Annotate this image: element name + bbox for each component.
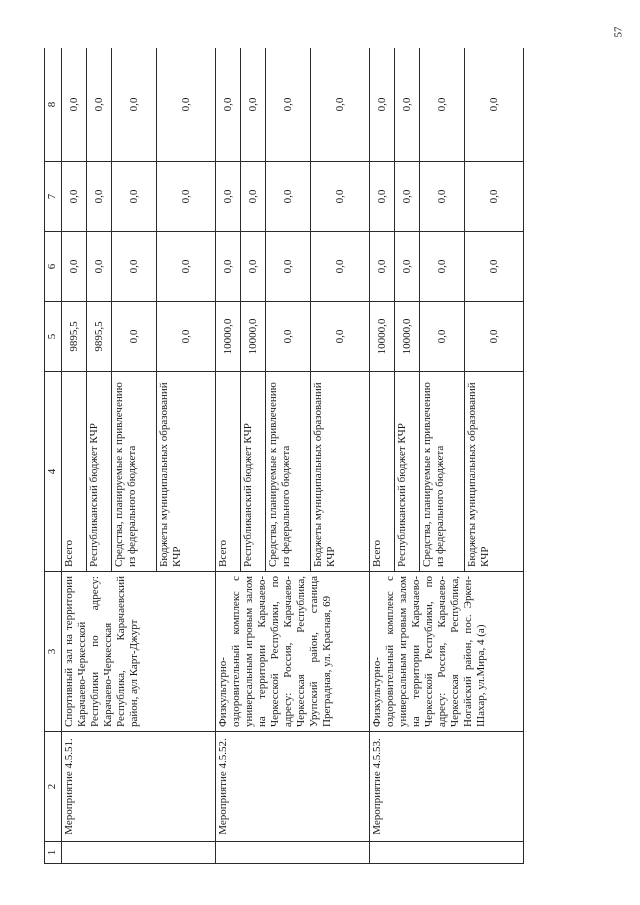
value-col5: 10000,0 [216,302,241,372]
header-cell-1: 1 [45,842,62,864]
value-col7: 0,0 [395,162,420,232]
value-col7: 0,0 [465,162,524,232]
value-col8: 0,0 [395,48,420,162]
funding-source: Средства, планируемые к привлечению из федерального бюджета [420,372,465,572]
value-col8: 0,0 [370,48,395,162]
value-col8: 0,0 [62,48,87,162]
header-cell-6: 6 [45,232,62,302]
value-col5: 0,0 [420,302,465,372]
value-col6: 0,0 [62,232,87,302]
funding-source: Средства, планируемые к привлечению из федерального бюджета [266,372,311,572]
value-col5: 9895,5 [62,302,87,372]
value-col6: 0,0 [112,232,157,302]
funding-source: Всего [216,372,241,572]
rotated-page [44,48,612,864]
header-cell-3: 3 [45,572,62,732]
value-col6: 0,0 [370,232,395,302]
funding-source: Средства, планируемые к привлечению из федерального бюджета [112,372,157,572]
value-col7: 0,0 [420,162,465,232]
value-col6: 0,0 [465,232,524,302]
page-number: 57 [612,26,625,38]
rotated-content [44,48,612,864]
value-col6: 0,0 [420,232,465,302]
funding-source: Республиканский бюджет КЧР [87,372,112,572]
header-cell-5: 5 [45,302,62,372]
header-cell-4: 4 [45,372,62,572]
funding-source: Бюджеты муниципальных образований КЧР [311,372,370,572]
row-number-cell [62,842,216,864]
funding-source: Республиканский бюджет КЧР [241,372,266,572]
value-col6: 0,0 [241,232,266,302]
measure-code: Мероприятие 4.5.53. [370,732,524,842]
value-col7: 0,0 [370,162,395,232]
value-col6: 0,0 [157,232,216,302]
value-col7: 0,0 [87,162,112,232]
value-col5: 10000,0 [241,302,266,372]
value-col6: 0,0 [266,232,311,302]
table-row [370,48,395,864]
row-number-cell [216,842,370,864]
measure-code: Мероприятие 4.5.51. [62,732,216,842]
value-col7: 0,0 [157,162,216,232]
header-cell-8: 8 [45,48,62,162]
value-col8: 0,0 [241,48,266,162]
value-col8: 0,0 [112,48,157,162]
measure-description: Спортивный зал на территории Карачаево-Черкесской Республики по адресу: Карачаево-Черкесская Республика, Карачаевский район, аул Карт-Джурт [62,572,216,732]
measure-code: Мероприятие 4.5.52. [216,732,370,842]
funding-source: Бюджеты муниципальных образований КЧР [465,372,524,572]
value-col8: 0,0 [465,48,524,162]
value-col5: 0,0 [465,302,524,372]
row-number-cell [370,842,524,864]
funding-table [44,48,524,864]
value-col7: 0,0 [241,162,266,232]
measure-description: Физкультурно-оздоровительный комплекс с универсальным игровым залом на территории Карачаево-Черкесской Республики, по адресу: Россия, Карачаево-Черкесская Республика, Ногайский район, пос. Эркен-Шахар, ул.Мира, 4 (а) [370,572,524,732]
header-cell-2: 2 [45,732,62,842]
header-cell-7: 7 [45,162,62,232]
value-col6: 0,0 [87,232,112,302]
funding-source: Всего [370,372,395,572]
measure-description: Физкультурно-оздоровительный комплекс с универсальным игровым залом на территории Карачаево-Черкесской Республики, по адресу: Россия, Карачаево-Черкесская Республика, Урупский район, станица Преградная, ул. Красная, 69 [216,572,370,732]
funding-source: Республиканский бюджет КЧР [395,372,420,572]
value-col5: 0,0 [112,302,157,372]
value-col5: 0,0 [311,302,370,372]
value-col6: 0,0 [216,232,241,302]
value-col5: 0,0 [157,302,216,372]
value-col7: 0,0 [62,162,87,232]
value-col8: 0,0 [157,48,216,162]
table-row [216,48,241,864]
value-col7: 0,0 [216,162,241,232]
value-col8: 0,0 [87,48,112,162]
value-col7: 0,0 [266,162,311,232]
value-col5: 0,0 [266,302,311,372]
value-col5: 10000,0 [395,302,420,372]
value-col7: 0,0 [112,162,157,232]
value-col8: 0,0 [216,48,241,162]
value-col5: 10000,0 [370,302,395,372]
value-col7: 0,0 [311,162,370,232]
header-row [45,48,62,864]
funding-source: Всего [62,372,87,572]
funding-source: Бюджеты муниципальных образований КЧР [157,372,216,572]
table-row [62,48,87,864]
value-col8: 0,0 [420,48,465,162]
value-col8: 0,0 [266,48,311,162]
value-col5: 9895,5 [87,302,112,372]
value-col6: 0,0 [395,232,420,302]
value-col6: 0,0 [311,232,370,302]
value-col8: 0,0 [311,48,370,162]
